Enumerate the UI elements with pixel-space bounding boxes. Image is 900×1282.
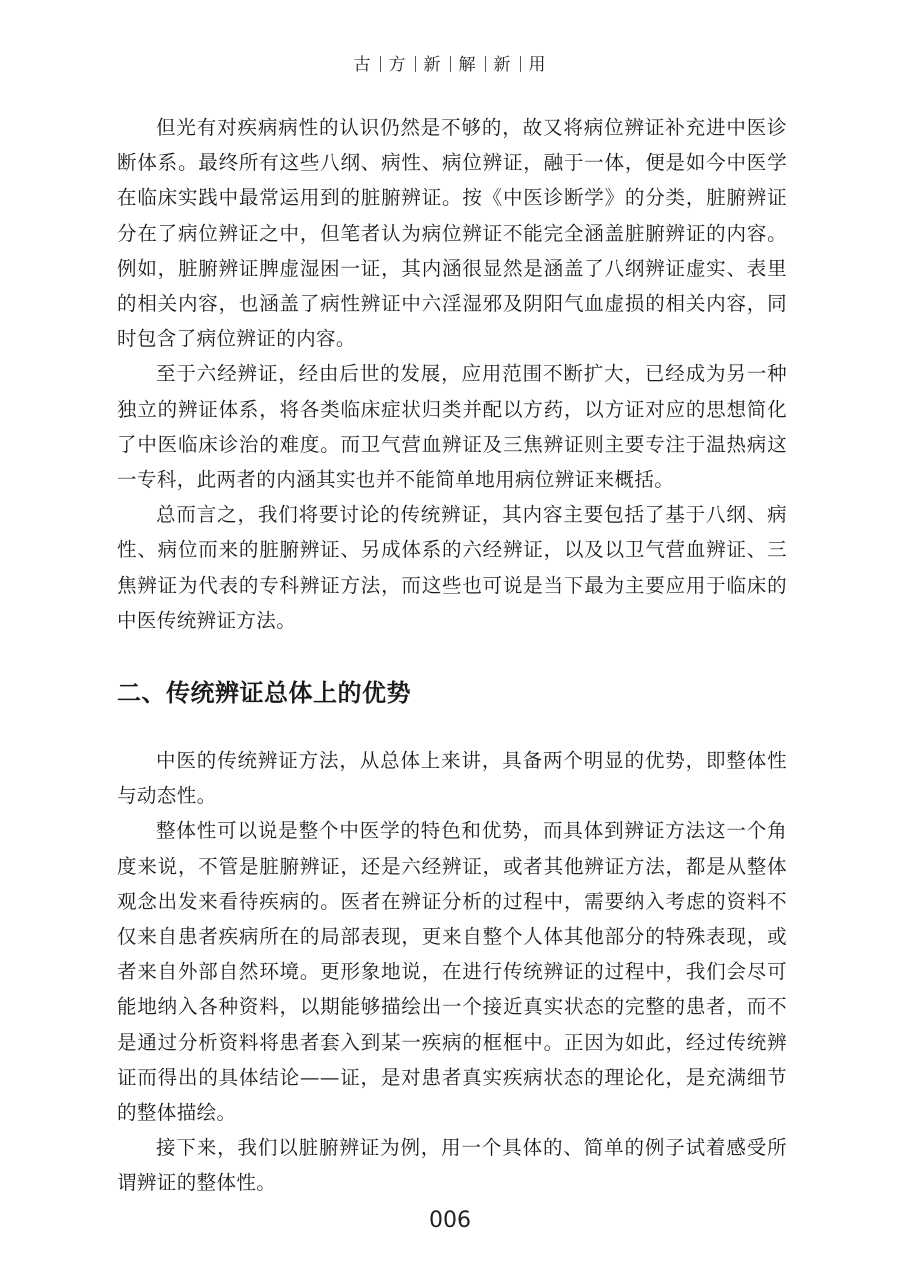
header-char: 解 (458, 55, 477, 75)
body-paragraph: 总而言之，我们将要讨论的传统辨证，其内容主要包括了基于八纲、病性、病位而来的脏腑辨证、另成体系的六经辨证，以及以卫气营血辨证、三焦辨证为代表的专科辨证方法，而这些也可说是当下最为主要应用于临床的中医传统辨证方法。 (117, 503, 787, 632)
header-separator (520, 56, 521, 72)
running-header (0, 50, 900, 75)
header-char: 新 (493, 55, 512, 75)
header-char: 新 (423, 55, 442, 75)
body-paragraph: 至于六经辨证，经由后世的发展，应用范围不断扩大，已经成为另一种独立的辨证体系，将各类临床症状归类并配以方药，以方证对应的思想简化了中医临床诊治的难度。而卫气营血辨证及三焦辨证则主要专注于温热病这一专科，此两者的内涵其实也并不能简单地用病位辨证来概括。 (117, 362, 787, 492)
body-paragraph: 但光有对疾病病性的认识仍然是不够的，故又将病位辨证补充进中医诊断体系。最终所有这些八纲、病性、病位辨证，融于一体，便是如今中医学在临床实践中最常运用到的脏腑辨证。按《中医诊断学》的分类，脏腑辨证分在了病位辨证之中，但笔者认为病位辨证不能完全涵盖脏腑辨证的内容。例如，脏腑辨证脾虚湿困一证，其内涵很显然是涵盖了八纲辨证虚实、表里的相关内容，也涵盖了病性辨证中六淫湿邪及阴阳气血虚损的相关内容，同时包含了病位辨证的内容。 (117, 116, 787, 351)
body-paragraph: 整体性可以说是整个中医学的特色和优势，而具体到辨证方法这一个角度来说，不管是脏腑辨证，还是六经辨证，或者其他辨证方法，都是从整体观念出发来看待疾病的。医者在辨证分析的过程中，需要纳入考虑的资料不仅来自患者疾病所在的局部表现，更来自整个人体其他部分的特殊表现，或者来自外部自然环境。更形象地说，在进行传统辨证的过程中，我们会尽可能地纳入各种资料，以期能够描绘出一个接近真实状态的完整的患者，而不是通过分析资料将患者套入到某一疾病的框框中。正因为如此，经过传统辨证而得出的具体结论——证，是对患者真实疾病状态的理论化，是充满细节的整体描绘。 (117, 819, 787, 1125)
header-separator (450, 56, 451, 72)
header-separator (380, 56, 381, 72)
header-char: 用 (528, 55, 547, 75)
page-number: 006 (429, 1208, 471, 1233)
header-separator (415, 56, 416, 72)
body-paragraph: 中医的传统辨证方法，从总体上来讲，具备两个明显的优势，即整体性与动态性。 (117, 749, 787, 808)
header-separator (485, 56, 486, 72)
section-heading: 二、传统辨证总体上的优势 (117, 679, 411, 708)
page-body (117, 110, 787, 1201)
header-char: 古 (353, 55, 372, 75)
header-char: 方 (388, 55, 407, 75)
body-paragraph: 接下来，我们以脏腑辨证为例，用一个具体的、简单的例子试着感受所谓辨证的整体性。 (117, 1136, 787, 1195)
